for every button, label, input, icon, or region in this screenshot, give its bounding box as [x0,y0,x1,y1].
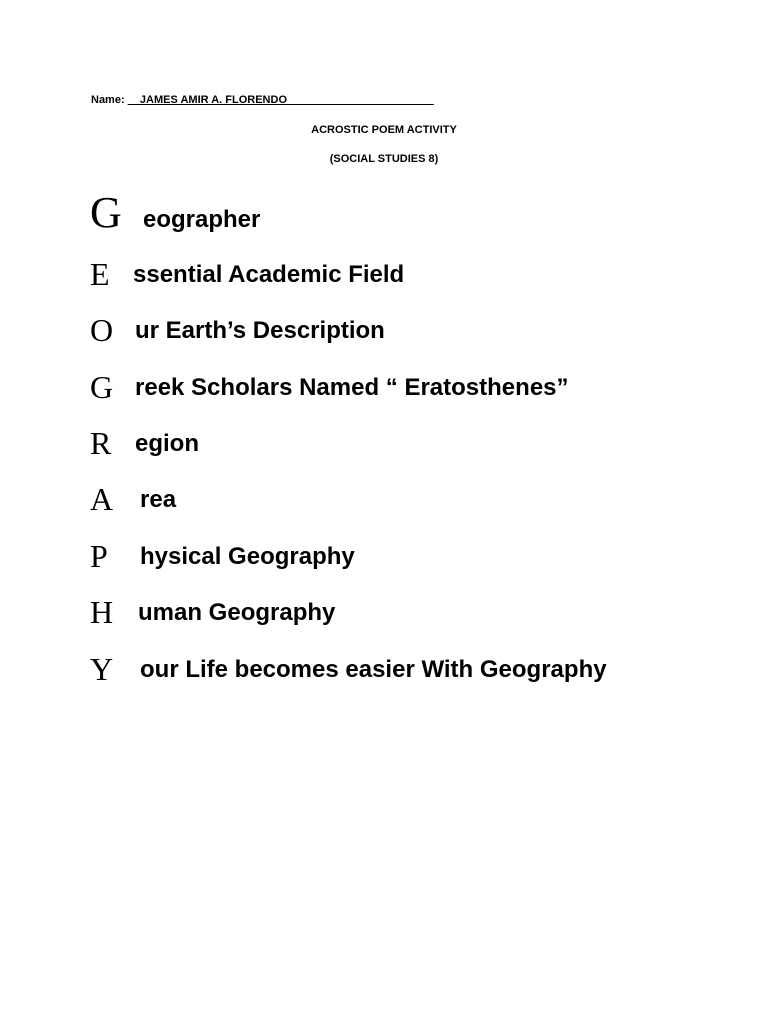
acrostic-letter: E [90,256,110,292]
acrostic-letter: G [90,188,122,237]
acrostic-word: our Life becomes easier With Geography [140,656,607,683]
acrostic-letter: R [90,425,112,461]
acrostic-word: rea [140,486,177,513]
acrostic-word: hysical Geography [140,543,355,570]
document-subtitle: (SOCIAL STUDIES 8) [329,153,439,165]
acrostic-letter: G [90,369,114,405]
name-line [91,94,434,106]
name-label: Name: [91,94,125,106]
acrostic-word: egion [135,430,199,457]
acrostic-letter: H [90,594,114,630]
acrostic-word: eographer [143,206,261,233]
acrostic-letter: Y [90,651,114,687]
acrostic-word: ssential Academic Field [133,261,405,288]
document-title: ACROSTIC POEM ACTIVITY [311,124,457,136]
acrostic-word: ur Earth’s Description [135,317,385,344]
acrostic-letter: A [90,481,114,517]
acrostic-letter: O [90,312,114,348]
acrostic-word: uman Geography [138,599,336,626]
acrostic-letter: P [90,538,108,574]
acrostic-word: reek Scholars Named “ Eratosthenes” [135,374,569,401]
name-value: __JAMES AMIR A. FLORENDO________________________ [127,94,434,106]
